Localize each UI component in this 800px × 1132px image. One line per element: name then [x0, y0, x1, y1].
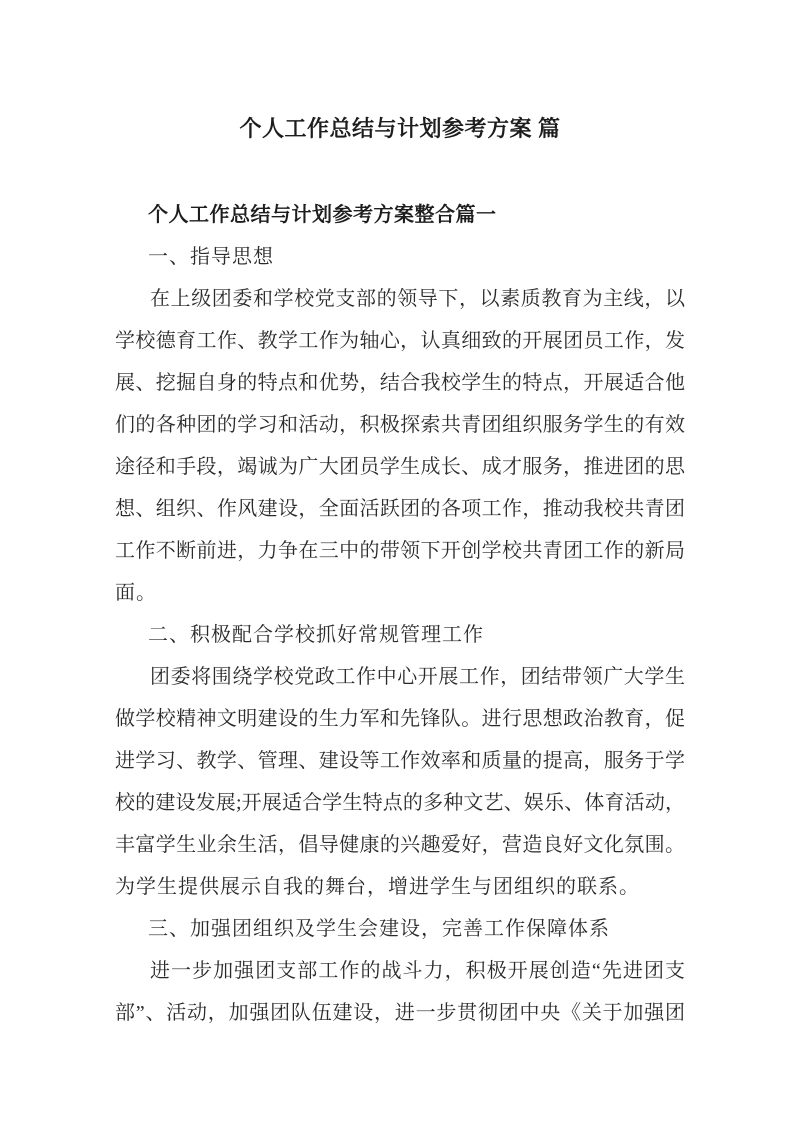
paragraph-line: 部”、活动，加强团队伍建设，进一步贯彻团中央《关于加强团 [115, 1002, 685, 1024]
paragraph-line: 面。 [115, 582, 157, 604]
paragraph-line: 们的各种团的学习和活动，积极探索共青团组织服务学生的有效 [115, 414, 685, 436]
paragraph-line: 进学习、教学、管理、建设等工作效率和质量的提高，服务于学 [115, 750, 685, 772]
section-2-heading: 二、积极配合学校抓好常规管理工作 [148, 624, 484, 646]
paragraph-line: 想、组织、作风建设，全面活跃团的各项工作，推动我校共青团 [115, 498, 685, 520]
section-3-heading: 三、加强团组织及学生会建设，完善工作保障体系 [148, 918, 610, 940]
document-title: 个人工作总结与计划参考方案 篇 [239, 116, 561, 141]
section-1-heading: 一、指导思想 [148, 246, 274, 268]
paragraph-line: 做学校精神文明建设的生力军和先锋队。进行思想政治教育，促 [115, 708, 685, 730]
paragraph-line: 在上级团委和学校党支部的领导下，以素质教育为主线，以 [150, 288, 685, 310]
paragraph-line: 为学生提供展示自我的舞台，增进学生与团组织的联系。 [115, 876, 640, 898]
paragraph-line: 学校德育工作、教学工作为轴心，认真细致的开展团员工作，发 [115, 330, 685, 352]
paragraph-line: 校的建设发展;开展适合学生特点的多种文艺、娱乐、体育活动， [115, 792, 685, 814]
main-heading: 个人工作总结与计划参考方案整合篇一 [148, 204, 497, 226]
paragraph-line: 丰富学生业余生活，倡导健康的兴趣爱好，营造良好文化氛围。 [115, 834, 685, 856]
paragraph-line: 途径和手段，竭诚为广大团员学生成长、成才服务，推进团的思 [115, 456, 685, 478]
document-body [115, 194, 685, 1034]
paragraph-line: 展、挖掘自身的特点和优势，结合我校学生的特点，开展适合他 [115, 372, 685, 394]
paragraph-line: 进一步加强团支部工作的战斗力，积极开展创造“先进团支 [150, 960, 685, 982]
paragraph-line: 工作不断前进，力争在三中的带领下开创学校共青团工作的新局 [115, 540, 685, 562]
paragraph-line: 团委将围绕学校党政工作中心开展工作，团结带领广大学生 [150, 666, 685, 688]
